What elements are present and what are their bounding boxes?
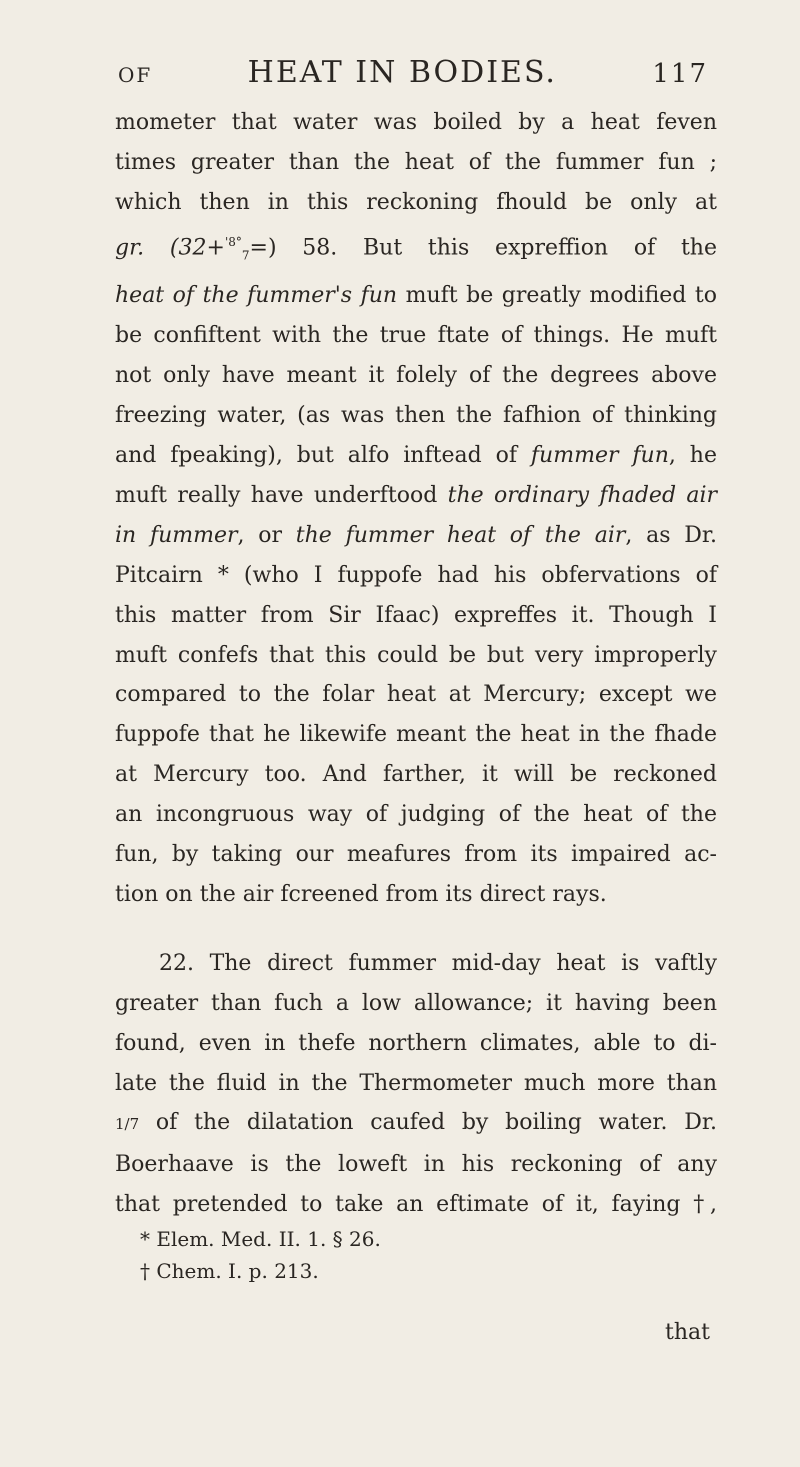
text-line: and fpeaking), but alfo inftead of fummer fun, he — [115, 442, 717, 468]
text-line: tion on the air fcreened from its direct rays. — [115, 881, 607, 907]
text-line: gr. (32+$^{'8^\circ}_7$=) 58. But this expreffion of the — [115, 234, 717, 263]
text-line: compared to the folar heat at Mercury; except we — [115, 682, 717, 708]
text-line: fuppofe that he likewife meant the heat in the fhade — [115, 722, 717, 748]
text-line: muft confefs that this could be but very improperly — [115, 642, 717, 668]
text-line: at Mercury too. And farther, it will be reckoned — [115, 762, 717, 788]
text-line: found, even in thefe northern climates, able to di- — [115, 1030, 717, 1056]
text-line: greater than fuch a low allowance; it having been — [115, 990, 717, 1016]
body-text — [115, 103, 717, 1225]
header-title: HEAT IN BODIES. — [247, 55, 557, 90]
text-line: freezing water, (as was then the fafhion of thinking — [115, 403, 717, 429]
text-line: Pitcairn * (who I fuppofe had his obfervations of — [115, 562, 717, 588]
text-line: an incongruous way of judging of the heat of the — [115, 802, 717, 828]
footnote: * Elem. Med. II. 1. § 26. — [140, 1227, 381, 1251]
header-prefix: OF — [118, 63, 153, 87]
page-number: 117 — [652, 59, 708, 89]
text-line: heat of the fummer's fun muft be greatly modified to — [115, 283, 717, 309]
text-line: muft really have underftood the ordinary fhaded air — [115, 482, 718, 508]
text-line: 1/7 of the dilatation caufed by boiling water. Dr. — [115, 1110, 717, 1136]
footnotes — [140, 1223, 700, 1287]
footnote: † Chem. I. p. 213. — [140, 1259, 319, 1283]
text-line: times greater than the heat of the fummer fun ; — [115, 149, 717, 175]
text-line: this matter from Sir Ifaac) expreffes it. Though I — [115, 602, 717, 628]
text-line: which then in this reckoning fhould be only at — [115, 189, 717, 215]
text-line: not only have meant it folely of the degrees above — [115, 363, 717, 389]
text-line: in fummer, or the fummer heat of the air, as Dr. — [115, 522, 718, 548]
text-line: mometer that water was boiled by a heat feven — [115, 110, 717, 135]
text-line: 22. The direct fummer mid-day heat is vaftly — [159, 950, 717, 976]
running-header — [118, 55, 708, 90]
catchword: that — [665, 1320, 710, 1345]
text-line: fun, by taking our meafures from its impaired ac- — [115, 842, 717, 868]
text-line: late the fluid in the Thermometer much more than — [115, 1070, 717, 1096]
text-line: Boerhaave is the loweft in his reckoning of any — [115, 1152, 717, 1178]
text-line: be confiftent with the true ftate of things. He muft — [115, 323, 717, 349]
text-line: that pretended to take an eftimate of it, faying †, — [115, 1192, 717, 1218]
